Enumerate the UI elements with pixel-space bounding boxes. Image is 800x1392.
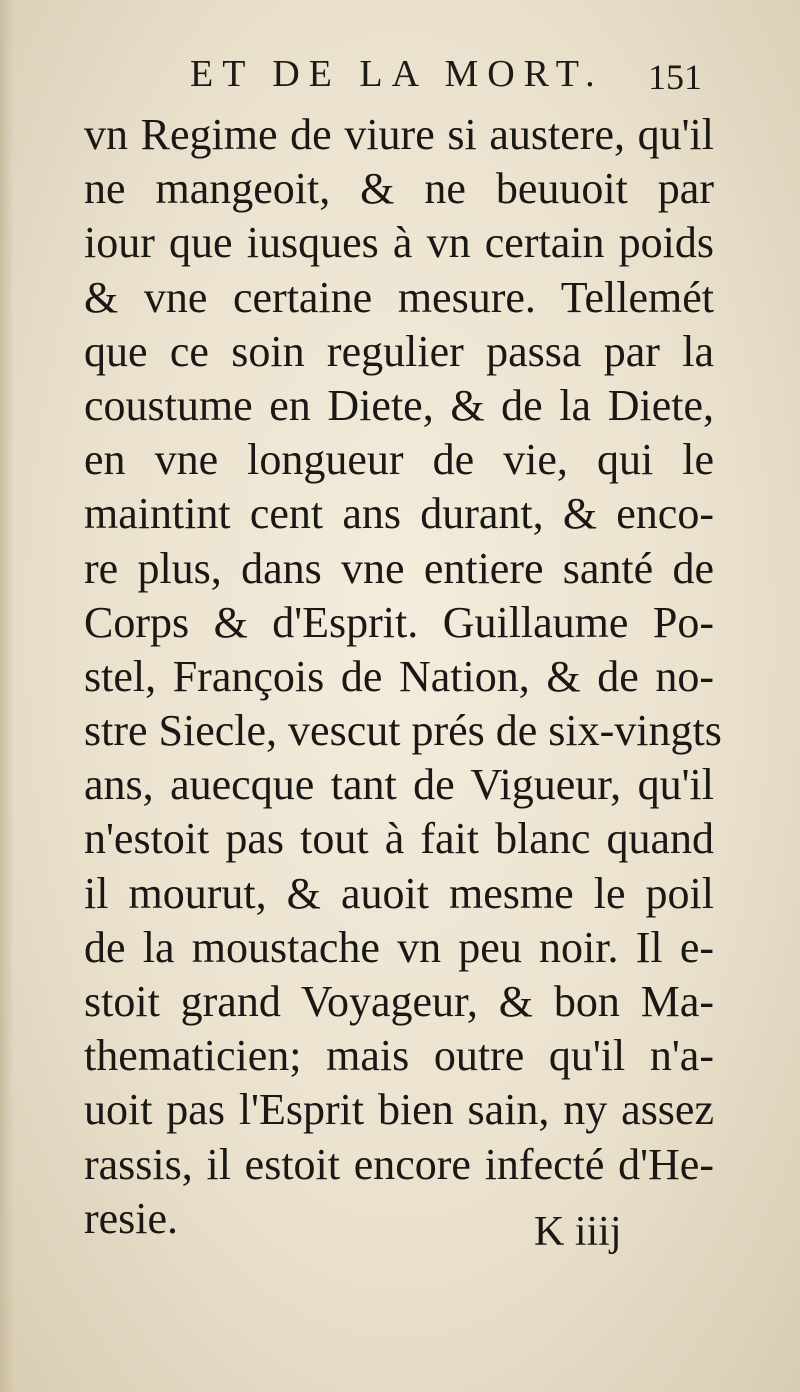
body-text [84,108,722,1246]
page-number: 151 [648,57,702,97]
page-gutter-shadow [0,0,14,1392]
text-line: stoit grand Voyageur, & bon Ma- [84,977,714,1026]
text-line: re plus, dans vne entiere santé de [84,543,714,593]
text-line: de la moustache vn peu noir. Il e- [84,922,714,972]
text-line: il mourut, & auoit mesme le poil [84,868,714,918]
text-line: iour que iusques à vn certain poids [84,218,714,268]
text-line: rassis, il estoit encore infecté d'He- [84,1139,714,1189]
text-line: resie. [84,1193,179,1243]
text-line: stel, François de Nation, & de no- [84,651,714,701]
text-line: stre Siecle, vescut prés de six-vingts [84,706,722,756]
text-line: ans, auecque tant de Vigueur, qu'il [84,760,714,810]
text-line: thematicien; mais outre qu'il n'a- [84,1031,714,1081]
text-line: coustume en Diete, & de la Diete, [84,380,714,430]
text-line: en vne longueur de vie, qui le [84,435,714,485]
text-line: n'estoit pas tout à fait blanc quand [84,814,714,864]
text-line: maintint cent ans durant, & enco- [84,489,714,539]
text-line: & vne certaine mesure. Tellemét [84,272,714,322]
text-line: Corps & d'Esprit. Guillaume Po- [84,597,714,647]
text-line: ne mangeoit, & ne beuuoit par [84,164,714,214]
text-line: que ce soin regulier passa par la [84,326,714,376]
text-line: uoit pas l'Esprit bien sain, ny assez [84,1085,714,1135]
running-title: ET DE LA MORT. [190,53,604,95]
text-line: vn Regime de viure si austere, qu'il [84,110,714,159]
signature-mark: K iiij [534,1209,622,1255]
running-head [190,52,720,102]
